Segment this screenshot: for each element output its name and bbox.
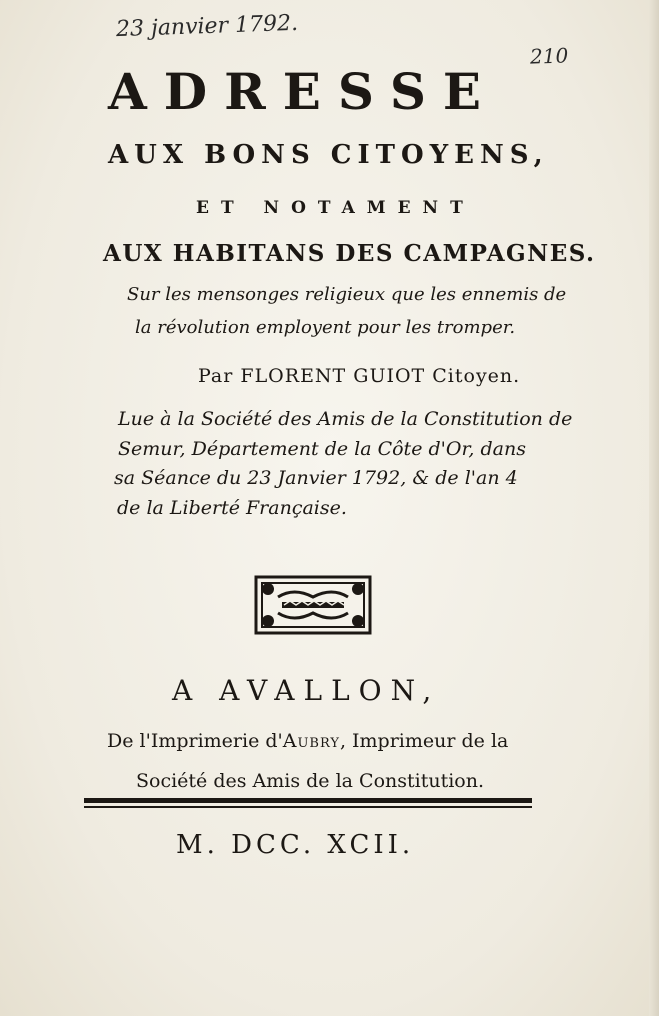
printer-line-1: [107, 730, 508, 752]
topic-line-2: la révolution employent pour les tromper.: [135, 317, 516, 338]
publication-year: M. DCC. XCII.: [176, 830, 415, 860]
printer-suffix: , Imprimeur de la: [339, 730, 509, 752]
reading-line-4: de la Liberté Française.: [117, 497, 347, 519]
subtitle-line-2: ET NOTAMENT: [196, 198, 475, 218]
place-of-publication: A AVALLON,: [172, 674, 441, 707]
reading-line-1: Lue à la Société des Amis de la Constitution de: [118, 408, 573, 430]
double-rule: [84, 798, 532, 810]
handwritten-page-number: 210: [529, 43, 569, 69]
topic-line-1: Sur les mensonges religieux que les ennemis de: [127, 284, 567, 305]
reading-line-2: Semur, Département de la Côte d'Or, dans: [118, 438, 526, 460]
subtitle-line-3: AUX HABITANS DES CAMPAGNES.: [103, 240, 596, 267]
reading-line-3: sa Séance du 23 Janvier 1792, & de l'an 4: [114, 467, 518, 489]
printer-name: Aubry: [282, 730, 340, 752]
page-title: ADRESSE: [108, 62, 499, 121]
printer-prefix: De l'Imprimerie d': [107, 730, 283, 752]
printer-line-2: Société des Amis de la Constitution.: [136, 770, 485, 792]
printers-ornament-icon: [254, 575, 372, 635]
handwritten-date: 23 janvier 1792.: [115, 10, 299, 43]
subtitle-line-1: AUX BONS CITOYENS,: [108, 140, 549, 170]
page-edge: [649, 0, 659, 1016]
author-byline: Par FLORENT GUIOT Citoyen.: [198, 365, 521, 387]
